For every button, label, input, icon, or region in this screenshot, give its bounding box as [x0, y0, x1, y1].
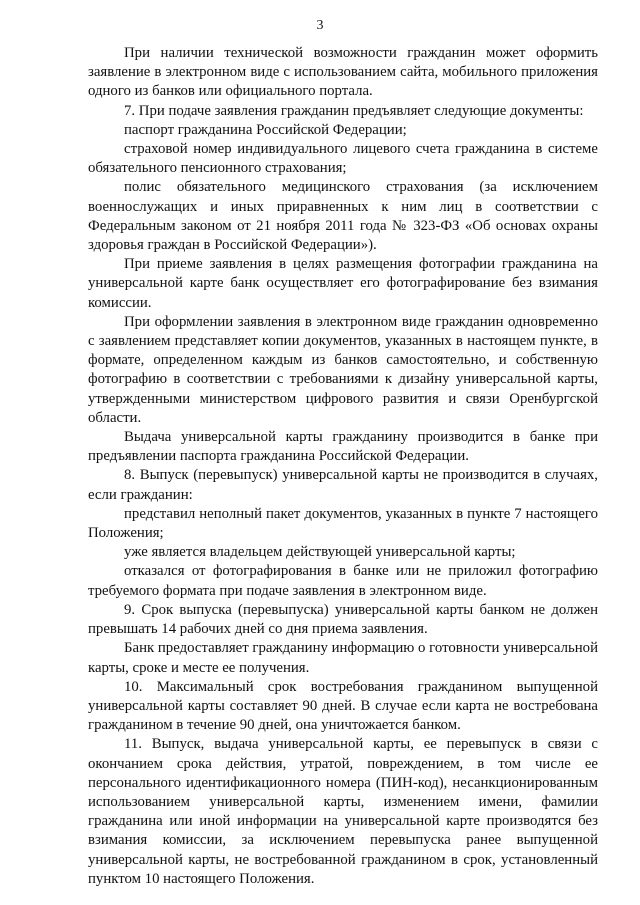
document-body: [88, 44, 598, 889]
paragraph-readiness-notice: Банк предоставляет гражданину информацию о готовности универсальной карты, сроке и месте ее получения.: [88, 640, 598, 676]
list-item-snils: страховой номер индивидуального лицевого счета гражданина в системе обязательного пенсионного страхования;: [88, 141, 598, 177]
list-item-existing-card: уже является владельцем действующей универсальной карты;: [124, 544, 516, 561]
paragraph-item-10: 10. Максимальный срок востребования гражданином выпущенной универсальной карты составляет 90 дней. В случае если карта не востребована гражданином в течение 90 дней, она уничтожается банком.: [88, 678, 598, 734]
page-number: 3: [316, 18, 324, 33]
paragraph-card-issuance: Выдача универсальной карты гражданину производится в банке при предъявлении паспорта гражданина Российской Федерации.: [88, 429, 598, 465]
paragraph-electronic-documents: При оформлении заявления в электронном виде гражданин одновременно с заявлением представляет копии документов, указанных в настоящем пункте, в формате, определенном каждым из банков самостоятельно, и собственную фотографию в соответствии с требованиями к дизайну универсальной карты, утвержденными министерством цифрового развития и связи Оренбургской области.: [88, 313, 598, 426]
paragraph-item-8: 8. Выпуск (перевыпуск) универсальной карты не производится в случаях, если гражданин:: [88, 467, 598, 503]
list-item-passport: паспорт гражданина Российской Федерации;: [124, 121, 407, 138]
paragraph-photo-in-bank: При приеме заявления в целях размещения фотографии гражданина на универсальной карте банк осуществляет его фотографирование без взимания комиссии.: [88, 256, 598, 311]
list-item-oms-policy: полис обязательного медицинского страхования (за исключением военнослужащих и иных приравненных к ним лиц в соответствии с Федеральным законом от 21 ноября 2011 года № 323-ФЗ «Об основах охраны здоровья граждан в Российской Федерации»).: [88, 179, 598, 254]
paragraph-item-7: 7. При подаче заявления гражданин предъявляет следующие документы:: [124, 102, 584, 119]
paragraph-electronic-application: При наличии технической возможности гражданин может оформить заявление в электронном виде с использованием сайта, мобильного приложения одного из банков или официального портала.: [88, 45, 598, 100]
list-item-photo-refusal: отказался от фотографирования в банке или не приложил фотографию требуемого формата при подаче заявления в электронном виде.: [88, 563, 598, 599]
list-item-incomplete-documents: представил неполный пакет документов, указанных в пункте 7 настоящего Положения;: [88, 505, 598, 542]
paragraph-item-9: 9. Срок выпуска (перевыпуска) универсальной карты банком не должен превышать 14 рабочих дней со дня приема заявления.: [88, 601, 598, 638]
paragraph-item-11: 11. Выпуск, выдача универсальной карты, ее перевыпуск в связи с окончанием срока действия, утратой, повреждением, в том числе ее персонального идентификационного номера (ПИН-код), несанкционированным использованием универсальной карты, изменением имени, фамилии гражданина или иной информации на универсальной карте производятся без взимания комиссии, за исключением перевыпуска ранее выпущенной универсальной карты, не востребованной гражданином в срок, установленный пунктом 10 настоящего Положения.: [88, 736, 598, 887]
